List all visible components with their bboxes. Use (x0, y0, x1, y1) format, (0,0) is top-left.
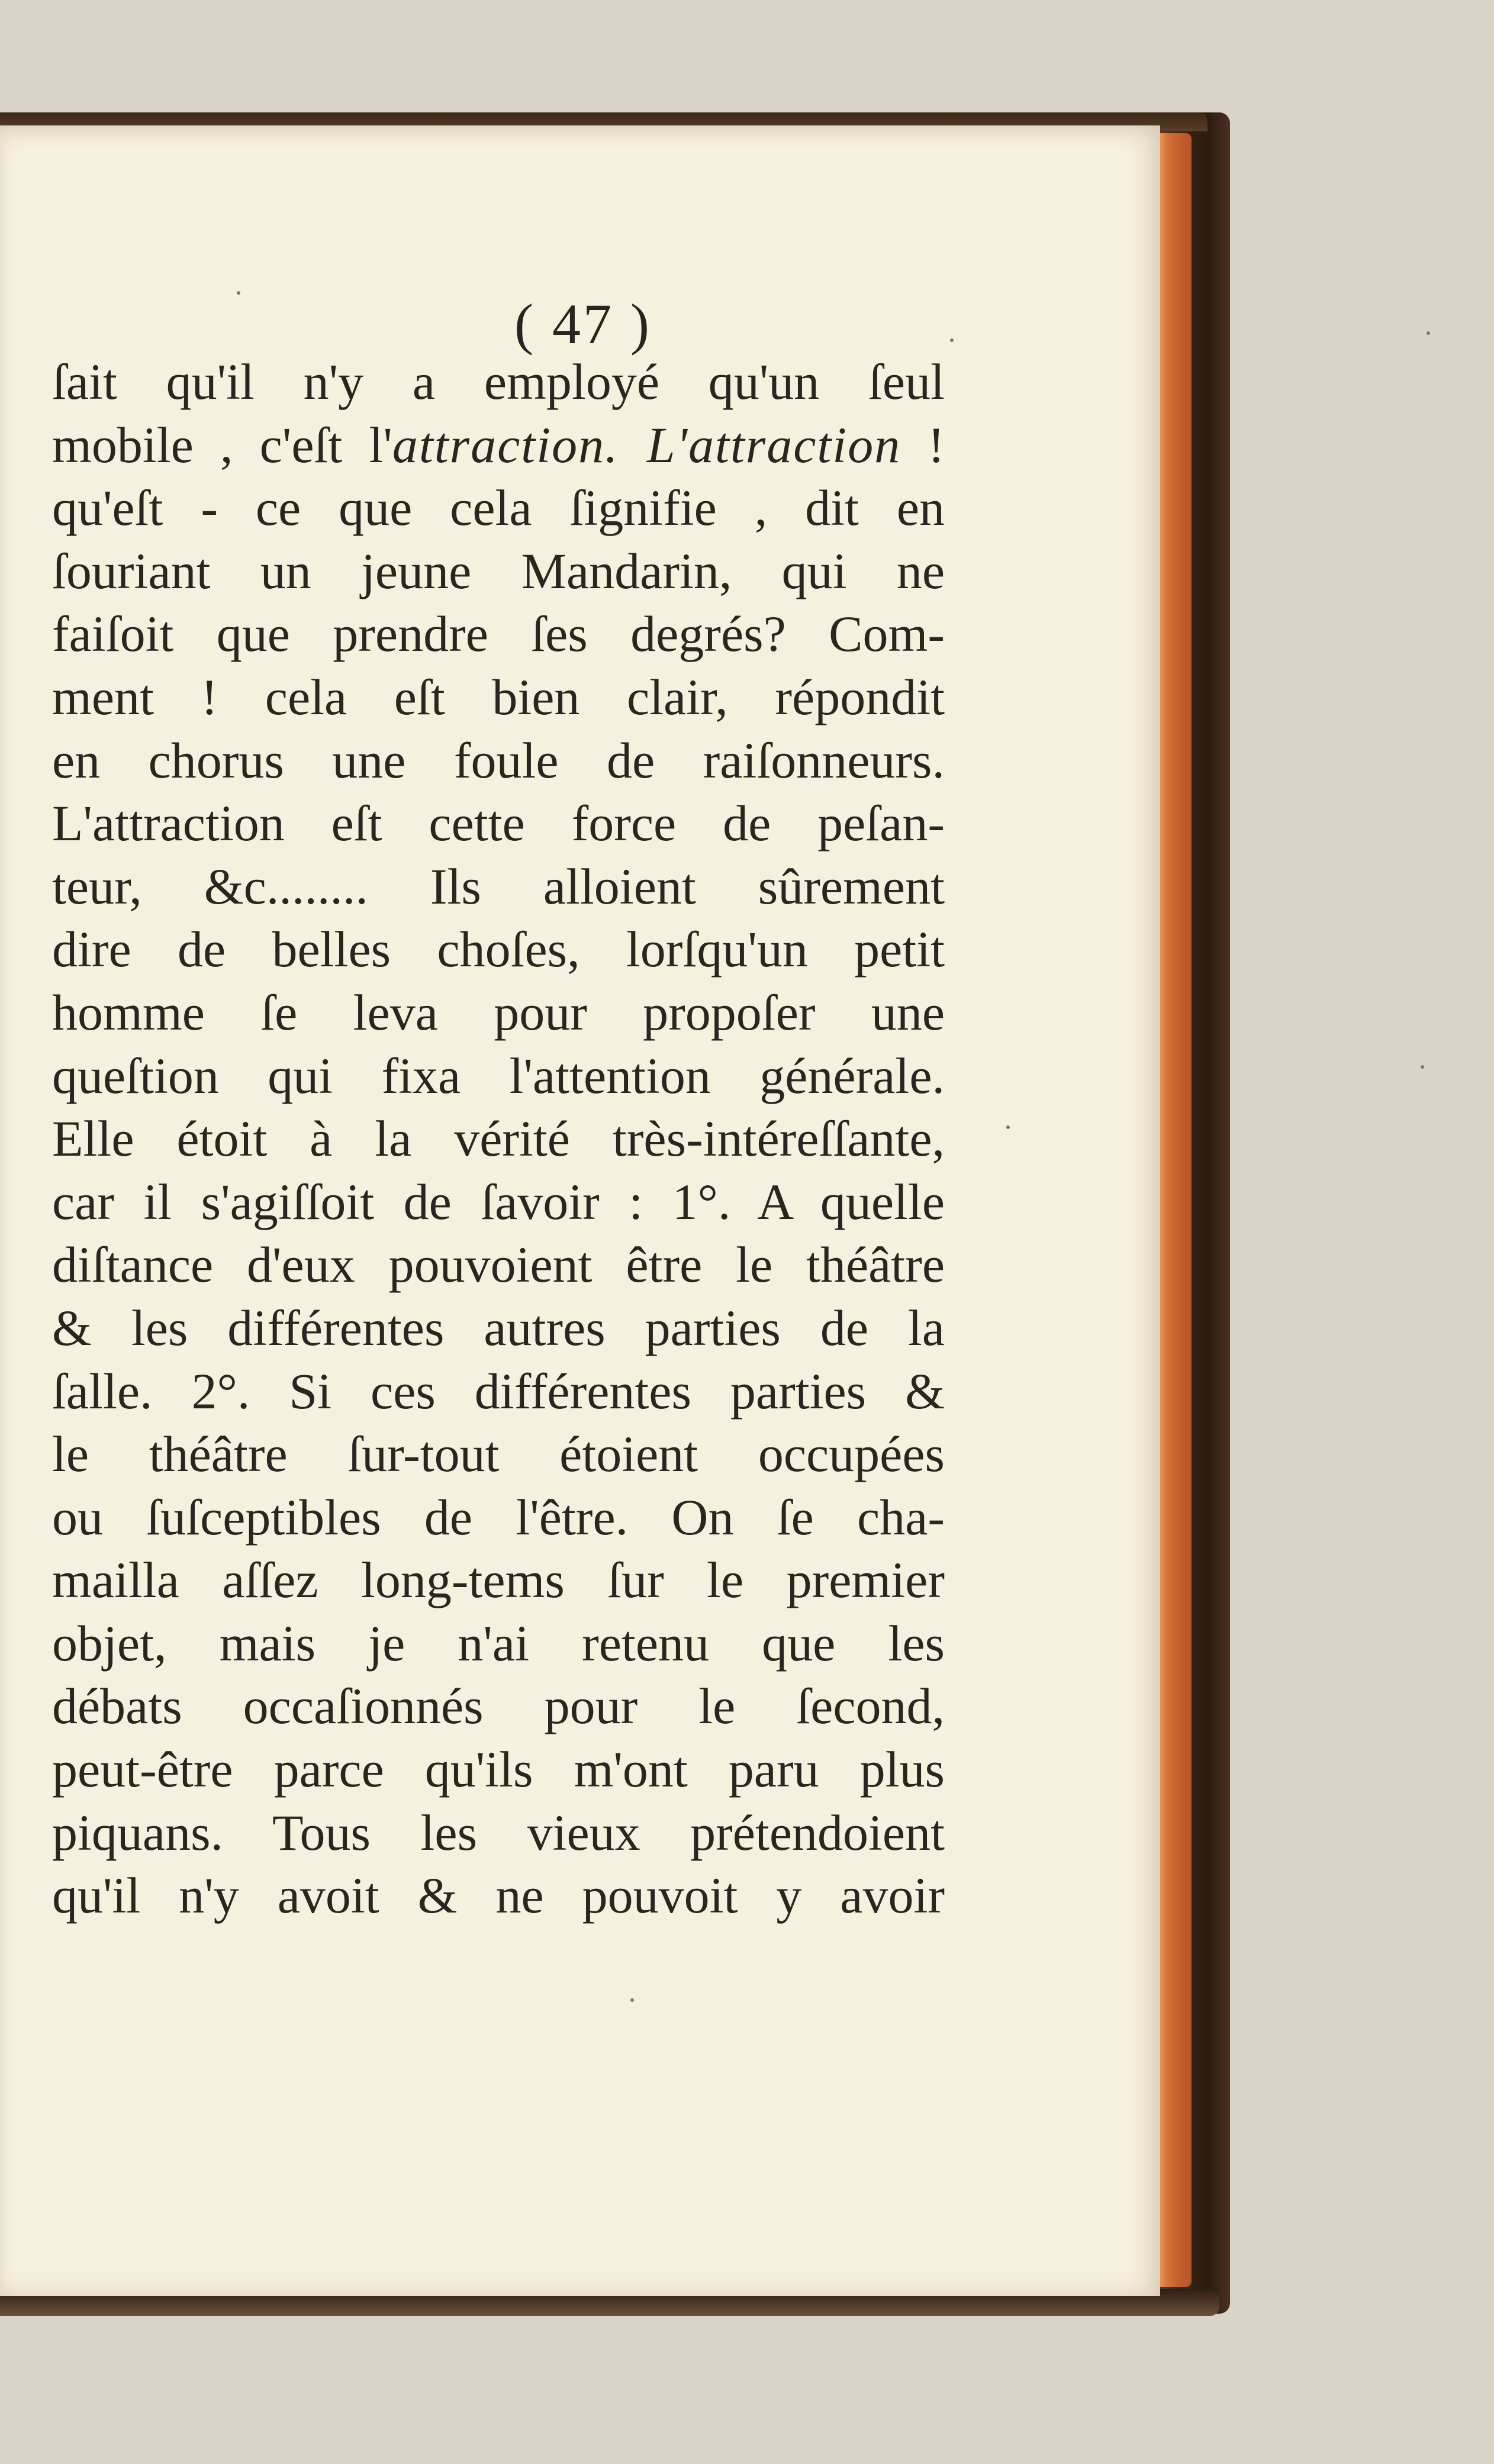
text-line: débats occaſionnés pour le ſecond, (52, 1678, 945, 1735)
page-number: ( 47 ) (514, 292, 652, 356)
text-line: & les différentes autres parties de la (52, 1299, 945, 1356)
page-edges (1157, 133, 1192, 2287)
text-line: car il s'agiſſoit de ſavoir : 1°. A quelle (52, 1173, 945, 1230)
background-speck (1421, 1065, 1424, 1069)
text-segment: ! (901, 416, 945, 473)
italic-term: attraction. L'attraction (392, 416, 901, 473)
text-line: L'attraction eſt cette force de peſan- (52, 795, 945, 852)
text-line: mailla aſſez long-tems ſur le premier (52, 1552, 945, 1609)
text-line: qu'eſt - ce que cela ſignifie , dit en (52, 479, 945, 537)
text-line: queſtion qui fixa l'attention générale. (52, 1047, 945, 1104)
text-line: objet, mais je n'ai retenu que les (52, 1614, 945, 1672)
text-segment: mobile , c'eſt l' (52, 416, 392, 473)
text-line: diſtance d'eux pouvoient être le théâtre (52, 1236, 945, 1294)
text-line: le théâtre ſur-tout étoient occupées (52, 1425, 945, 1483)
paper-speck (950, 338, 954, 342)
paper-speck (630, 1998, 634, 2002)
text-line: piquans. Tous les vieux prétendoient (52, 1804, 945, 1861)
page-text (52, 350, 945, 1927)
paper-speck (1006, 1125, 1010, 1129)
text-line: faiſoit que prendre ſes degrés? Com- (52, 605, 945, 663)
text-line: en chorus une foule de raiſonneurs. (52, 731, 945, 789)
text-line: teur, &c........ Ils alloient sûrement (52, 857, 945, 915)
text-line: ſalle. 2°. Si ces différentes parties & (52, 1362, 945, 1420)
book-page (0, 125, 1160, 2296)
text-line: qu'il n'y avoit & ne pouvoit y avoir (52, 1867, 945, 1924)
text-line: ou ſuſceptibles de l'être. On ſe cha- (52, 1488, 945, 1546)
text-line: homme ſe leva pour propoſer une (52, 983, 945, 1041)
text-line (52, 414, 945, 477)
text-line: ſait qu'il n'y a employé qu'un ſeul (52, 353, 945, 410)
text-line: ſouriant un jeune Mandarin, qui ne (52, 542, 945, 599)
text-line: ment ! cela eſt bien clair, répondit (52, 668, 945, 725)
text-line: dire de belles choſes, lorſqu'un petit (52, 921, 945, 978)
paper-speck (237, 291, 240, 295)
text-line: peut-être parce qu'ils m'ont paru plus (52, 1741, 945, 1798)
background-speck (1427, 331, 1430, 335)
text-line: Elle étoit à la vérité très-intéreſſante, (52, 1110, 945, 1168)
